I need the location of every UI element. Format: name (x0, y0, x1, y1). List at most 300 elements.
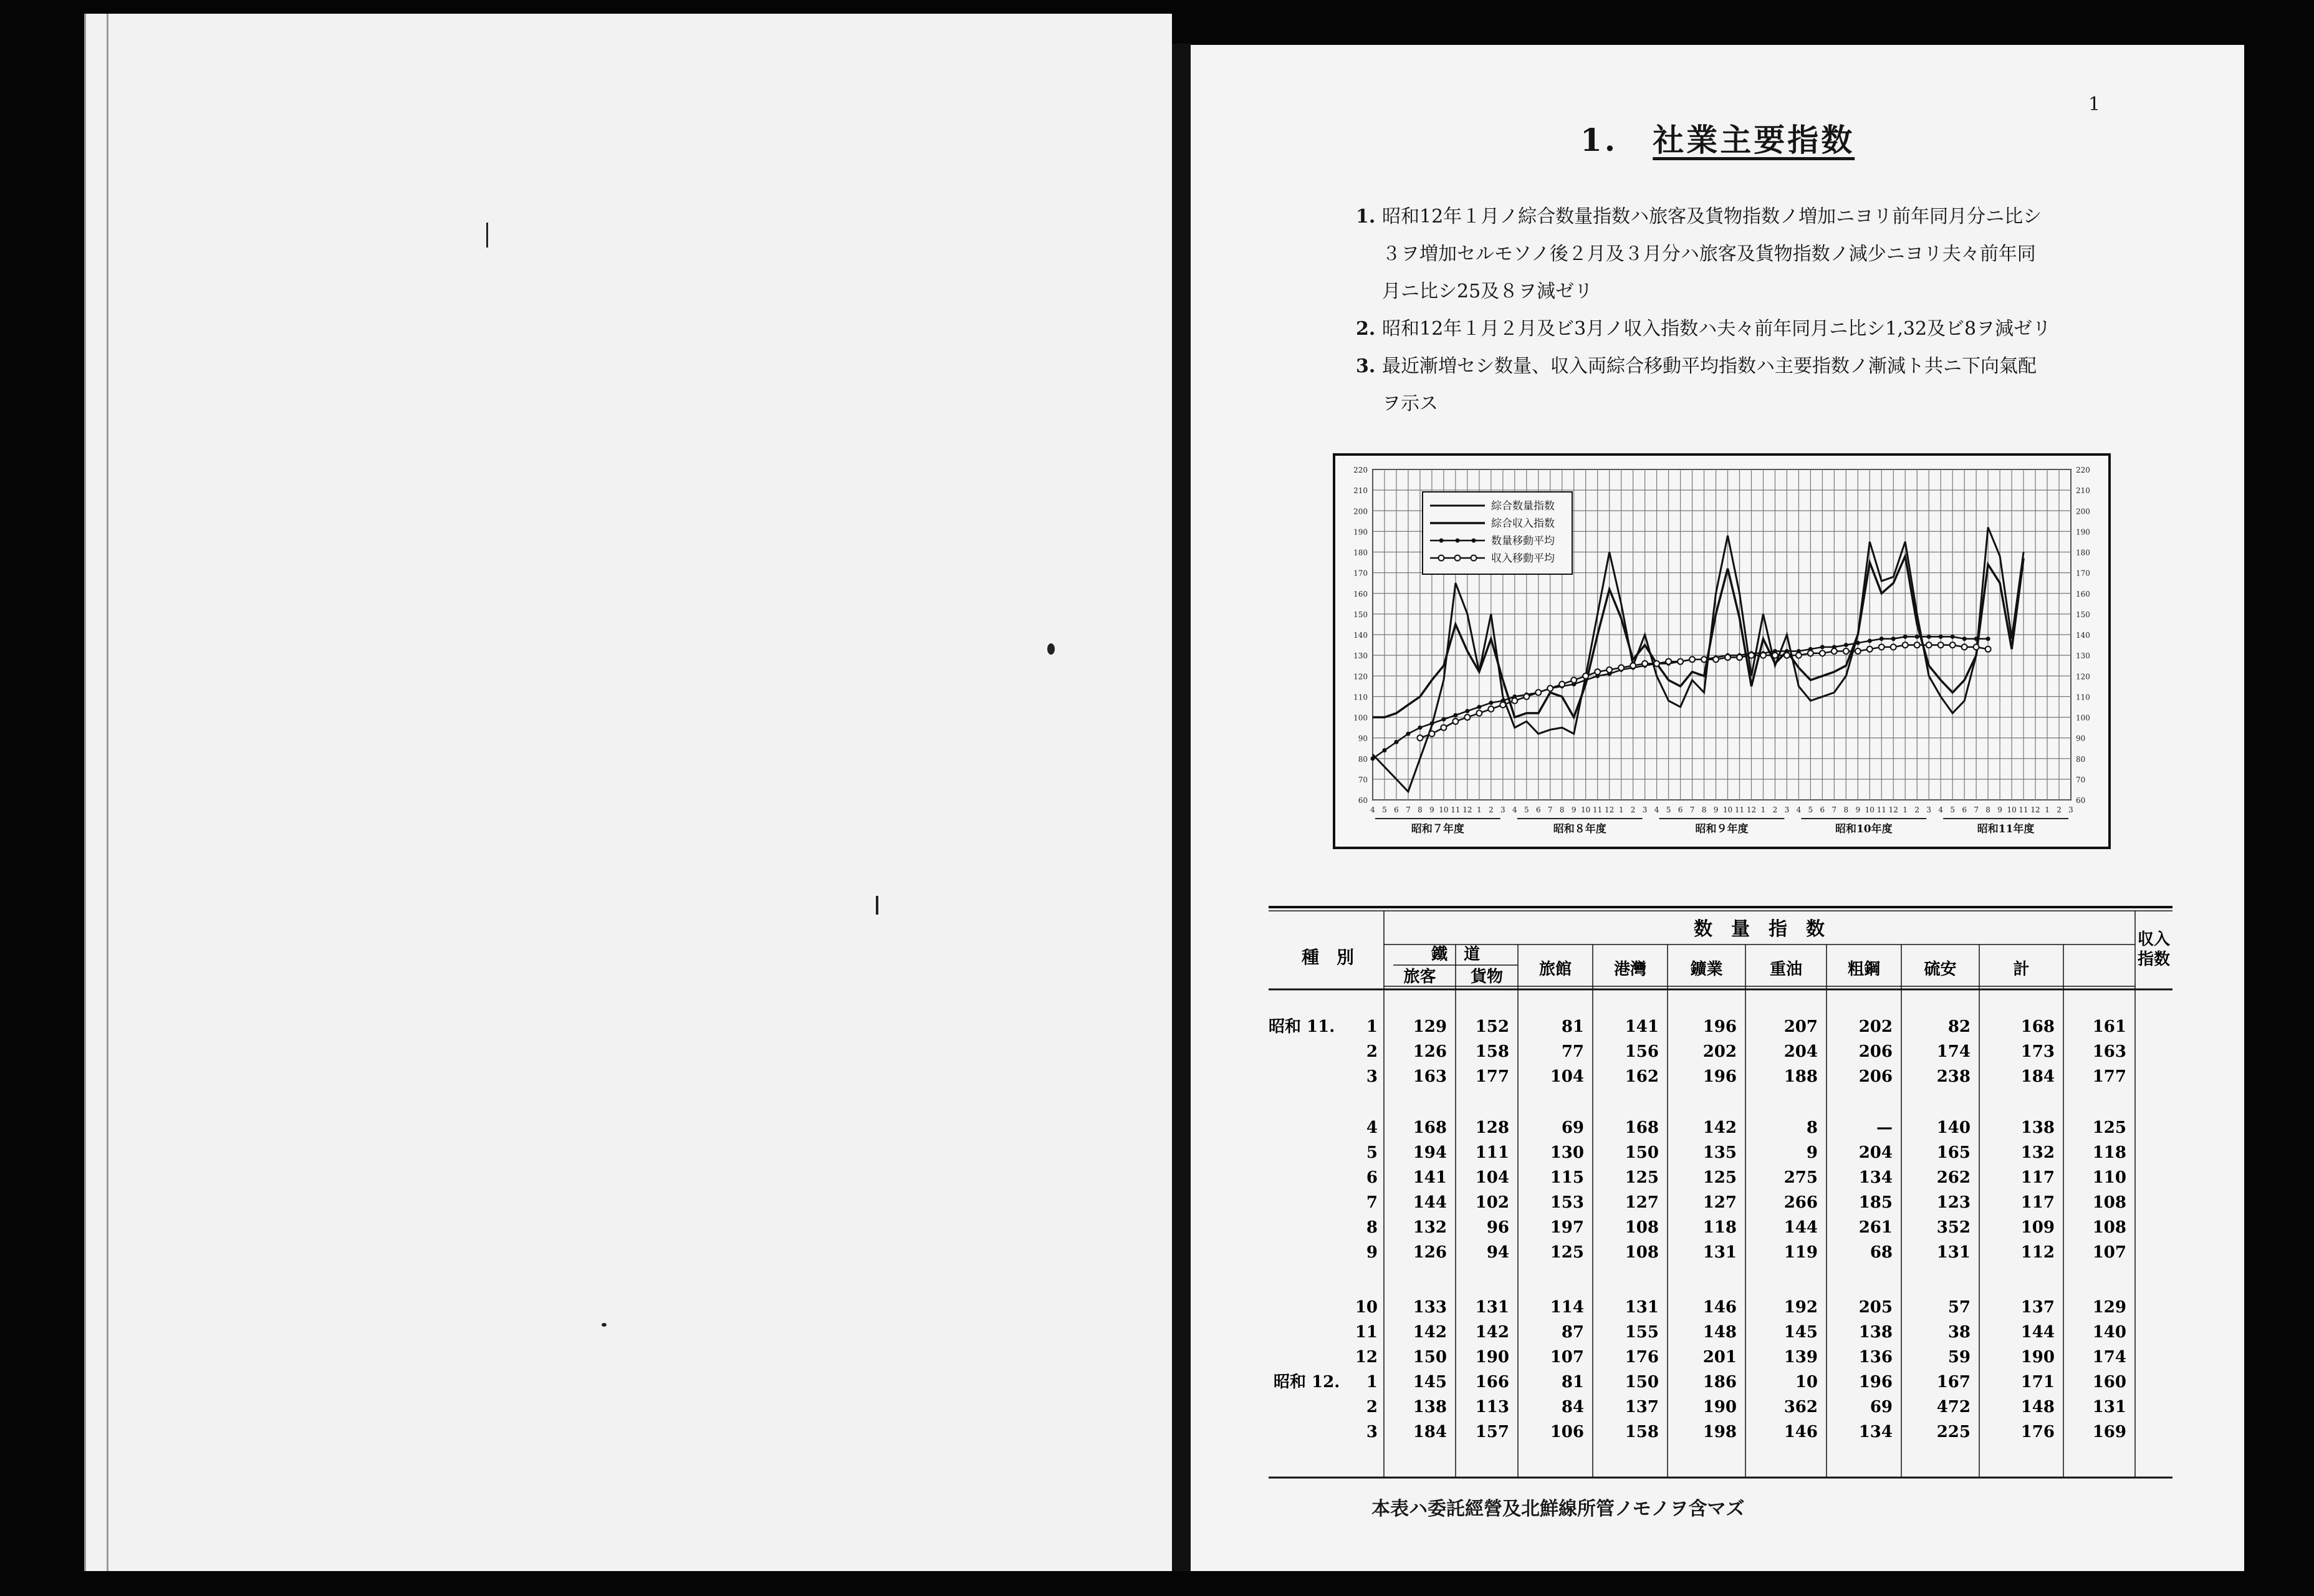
left-blank-page (84, 14, 1172, 1571)
row-month-label: 11 (1355, 1323, 1378, 1342)
note-item (1356, 310, 2085, 348)
series-point (1915, 635, 1919, 639)
x-tick-label: 9 (1429, 805, 1434, 814)
railway-group-label: 鐵 道 (1431, 945, 1481, 964)
table-canvas (1269, 901, 2172, 1481)
y-tick-label-left: 70 (1358, 775, 1368, 784)
series-point (1986, 637, 1990, 641)
x-tick-label: 6 (1962, 805, 1967, 814)
table-cell: 225 (1936, 1423, 1971, 1441)
series-point (1429, 731, 1434, 737)
table-cell: 123 (1936, 1193, 1971, 1212)
series-point (1713, 656, 1719, 662)
series-point (1939, 635, 1943, 639)
table-cell: 138 (1413, 1398, 1447, 1416)
row-month-label: 6 (1366, 1168, 1378, 1187)
table-cell: 139 (1784, 1348, 1818, 1367)
legend-label: 綜合収入指数 (1491, 517, 1555, 530)
table-cell: 156 (1625, 1042, 1659, 1061)
series-point (1820, 645, 1825, 649)
row-month-label: 3 (1366, 1067, 1378, 1086)
column-header: 硫安 (1924, 960, 1957, 979)
y-tick-label-right: 120 (2076, 672, 2090, 681)
x-tick-label: 7 (1406, 805, 1411, 814)
table-cell: 131 (1702, 1243, 1737, 1262)
x-tick-label: 7 (1689, 805, 1695, 814)
x-tick-label: 5 (1666, 805, 1671, 814)
legend-label: 綜合数量指数 (1491, 500, 1555, 512)
income-header-line: 指数 (2137, 950, 2171, 969)
table-cell: 206 (1858, 1042, 1893, 1061)
table-cell: 207 (1784, 1017, 1818, 1036)
x-tick-label: 7 (1974, 805, 1979, 814)
x-tick-label: 12 (1746, 805, 1757, 814)
y-tick-label-right: 160 (2076, 589, 2090, 598)
x-tick-label: 10 (2007, 805, 2017, 814)
table-cell: 142 (1413, 1323, 1447, 1342)
x-tick-label: 2 (1489, 805, 1494, 814)
row-month-label: 12 (1355, 1348, 1378, 1367)
column-header: 計 (2013, 960, 2030, 979)
y-tick-label-right: 90 (2076, 734, 2086, 743)
y-tick-label-left: 60 (1358, 796, 1368, 805)
table-cell: 202 (1858, 1017, 1893, 1036)
table-cell: 130 (1550, 1143, 1584, 1162)
series-point (1512, 698, 1517, 704)
y-tick-label-left: 100 (1353, 713, 1368, 723)
legend-marker (1472, 539, 1476, 543)
column-header: 重油 (1769, 960, 1803, 979)
table-cell: 125 (1550, 1243, 1584, 1262)
table-cell: 148 (1702, 1323, 1737, 1342)
table-cell: 94 (1486, 1243, 1509, 1262)
column-header: 粗鋼 (1847, 960, 1881, 979)
y-tick-label-right: 80 (2076, 754, 2086, 764)
y-tick-label-right: 150 (2076, 610, 2090, 619)
column-header: 港灣 (1613, 960, 1647, 979)
x-tick-label: 8 (1843, 805, 1849, 814)
row-month-label: 2 (1366, 1042, 1378, 1061)
table-cell: 131 (1936, 1243, 1971, 1262)
x-tick-label: 6 (1394, 805, 1399, 814)
table-cell: 113 (1475, 1398, 1509, 1416)
x-tick-label: 9 (1713, 805, 1719, 814)
table-cell: 108 (2092, 1218, 2126, 1237)
table-cell: 153 (1550, 1193, 1584, 1212)
series-point (1903, 642, 1908, 648)
row-month-label: 3 (1366, 1423, 1378, 1441)
series-point (1962, 644, 1967, 650)
table-cell: 150 (1625, 1143, 1659, 1162)
x-tick-label: 2 (2057, 805, 2062, 814)
series-point (1618, 665, 1624, 671)
series-point (1583, 673, 1588, 679)
series-point (1689, 656, 1695, 662)
table-cell: 117 (2020, 1193, 2055, 1212)
y-tick-label-right: 170 (2076, 569, 2090, 578)
note-line: 昭和12年１月２月及ビ3月ノ収入指数ハ夫々前年同月ニ比シ1,32及ビ8ヲ減ゼリ (1382, 318, 2052, 340)
series-point (1464, 714, 1470, 720)
section-number: 1. (1580, 122, 1618, 158)
series-point (1903, 635, 1908, 639)
series-point (1453, 713, 1457, 718)
table-cell: 127 (1625, 1193, 1659, 1212)
index-table (1269, 901, 2172, 1481)
x-tick-label: 11 (1451, 805, 1461, 814)
x-tick-label: 9 (1571, 805, 1577, 814)
table-cell: 197 (1550, 1218, 1584, 1237)
table-cell: 144 (1413, 1193, 1447, 1212)
note-item (1356, 198, 2085, 310)
series-point (1796, 653, 1802, 658)
y-tick-label-right: 100 (2076, 713, 2090, 723)
table-cell: 158 (1625, 1423, 1659, 1441)
series-point (1962, 637, 1967, 641)
x-tick-label: 3 (1784, 805, 1790, 814)
table-footnote: 本表ハ委託經營及北鮮線所管ノモノヲ含マズ (1371, 1498, 1745, 1520)
table-cell: 115 (1550, 1168, 1584, 1187)
x-tick-label: 9 (1855, 805, 1861, 814)
series-point (1951, 635, 1955, 639)
x-tick-label: 12 (2030, 805, 2040, 814)
series-point (1547, 686, 1553, 691)
x-tick-label: 4 (1938, 805, 1944, 814)
table-cell: 138 (2020, 1118, 2055, 1137)
table-cell: 82 (1947, 1017, 1971, 1036)
series-point (1441, 717, 1446, 721)
x-tick-label: 7 (1547, 805, 1553, 814)
table-cell: 129 (1413, 1017, 1447, 1036)
table-cell: 118 (1702, 1218, 1737, 1237)
table-cell: 138 (1858, 1323, 1893, 1342)
series-point (1974, 644, 1979, 650)
series-point (1914, 642, 1920, 648)
table-cell: 81 (1561, 1373, 1584, 1392)
fiscal-year-label: 昭和８年度 (1553, 823, 1606, 835)
series-point (1488, 706, 1494, 712)
table-cell: 77 (1561, 1042, 1584, 1061)
table-cell: 155 (1625, 1323, 1659, 1342)
table-cell: 168 (2020, 1017, 2055, 1036)
fiscal-year-label: 昭和９年度 (1695, 823, 1749, 835)
table-cell: 135 (1702, 1143, 1737, 1162)
series-point (1938, 642, 1944, 648)
series-point (1371, 756, 1375, 761)
table-cell: 144 (1784, 1218, 1818, 1237)
table-cell: 109 (2020, 1218, 2055, 1237)
table-cell: 190 (1475, 1348, 1509, 1367)
series-point (1737, 655, 1742, 660)
table-cell: 131 (2092, 1398, 2126, 1416)
table-cell: 204 (1858, 1143, 1893, 1162)
table-cell: 57 (1947, 1298, 1971, 1317)
row-month-label: 1 (1366, 1373, 1378, 1392)
fiscal-year-label: 昭和11年度 (1977, 823, 2035, 835)
x-tick-label: 10 (1439, 805, 1449, 814)
series-point (1725, 655, 1731, 660)
table-cell: 132 (2020, 1143, 2055, 1162)
y-tick-label-left: 140 (1353, 631, 1368, 640)
x-tick-label: 5 (1524, 805, 1529, 814)
x-tick-label: 4 (1654, 805, 1659, 814)
table-cell: 8 (1806, 1118, 1818, 1137)
series-point (1500, 702, 1505, 708)
x-tick-label: 8 (1701, 805, 1707, 814)
row-month-label: 5 (1366, 1143, 1378, 1162)
table-cell: 184 (2020, 1067, 2055, 1086)
series-point (1855, 648, 1861, 654)
table-cell: 238 (1936, 1067, 1971, 1086)
table-cell: 104 (1475, 1168, 1509, 1187)
table-cell: 163 (1413, 1067, 1447, 1086)
table-cell: 201 (1702, 1348, 1737, 1367)
y-tick-label-right: 130 (2076, 651, 2090, 661)
x-tick-label: 3 (2068, 805, 2073, 814)
y-tick-label-left: 160 (1353, 589, 1368, 598)
table-cell: 127 (1702, 1193, 1737, 1212)
series-point (1701, 656, 1707, 662)
page-edge-line (84, 14, 86, 1571)
table-cell: 137 (2020, 1298, 2055, 1317)
series-point (1760, 653, 1766, 658)
series-point (1477, 704, 1481, 709)
series-point (1844, 643, 1848, 647)
table-cell: 174 (1936, 1042, 1971, 1061)
x-tick-label: 5 (1808, 805, 1813, 814)
table-cell: 141 (1413, 1168, 1447, 1187)
table-cell: 190 (1702, 1398, 1737, 1416)
table-cell: 145 (1413, 1373, 1447, 1392)
table-cell: 136 (1858, 1348, 1893, 1367)
x-tick-label: 2 (1772, 805, 1778, 814)
x-tick-label: 7 (1832, 805, 1837, 814)
table-cell: 114 (1550, 1298, 1584, 1317)
table-cell: 196 (1702, 1067, 1737, 1086)
table-cell: 108 (1625, 1243, 1659, 1262)
series-point (1843, 648, 1849, 654)
table-cell: 162 (1625, 1067, 1659, 1086)
table-cell: 96 (1486, 1218, 1509, 1237)
table-cell: 87 (1561, 1323, 1584, 1342)
y-tick-label-left: 90 (1358, 734, 1368, 743)
table-cell: 104 (1550, 1067, 1584, 1086)
y-tick-label-left: 190 (1353, 527, 1368, 537)
table-cell: 118 (2092, 1143, 2126, 1162)
legend-marker (1439, 555, 1444, 561)
table-cell: 184 (1413, 1423, 1447, 1441)
series-point (1868, 638, 1872, 643)
y-tick-label-right: 60 (2076, 796, 2086, 805)
table-cell: 194 (1413, 1143, 1447, 1162)
legend-marker (1471, 555, 1477, 561)
series-point (1879, 644, 1884, 650)
table-cell: 108 (1625, 1218, 1659, 1237)
series-point (1654, 661, 1659, 666)
y-tick-label-left: 170 (1353, 569, 1368, 578)
table-cell: 177 (2092, 1067, 2126, 1086)
page-number: 1 (2088, 94, 2101, 115)
x-tick-label: 9 (1997, 805, 2002, 814)
series-point (1606, 667, 1612, 673)
table-cell: 166 (1475, 1373, 1509, 1392)
legend-marker (1439, 539, 1444, 543)
table-cell: 125 (1702, 1168, 1737, 1187)
x-tick-label: 11 (1593, 805, 1603, 814)
y-tick-label-right: 110 (2076, 693, 2090, 702)
table-cell: 148 (2020, 1398, 2055, 1416)
series-point (1856, 641, 1860, 645)
table-cell: 275 (1784, 1168, 1818, 1187)
y-tick-label-left: 80 (1358, 754, 1368, 764)
y-tick-label-right: 70 (2076, 775, 2086, 784)
chart-canvas (1335, 456, 2108, 847)
note-line: ３ヲ増加セルモソノ後２月及３月分ハ旅客及貨物指数ノ減少ニヨリ夫々前年同 (1382, 243, 2036, 265)
table-cell: 68 (1870, 1243, 1893, 1262)
x-tick-label: 1 (1477, 805, 1482, 814)
table-cell: 131 (1475, 1298, 1509, 1317)
series-point (1891, 644, 1896, 650)
series-point (1772, 653, 1778, 658)
table-cell: 262 (1936, 1168, 1971, 1187)
x-tick-label: 2 (1630, 805, 1636, 814)
x-tick-label: 11 (1734, 805, 1745, 814)
table-cell: 108 (2092, 1193, 2126, 1212)
series-point (1630, 663, 1636, 668)
table-cell: 141 (1625, 1017, 1659, 1036)
x-tick-label: 1 (1618, 805, 1624, 814)
x-tick-label: 12 (1462, 805, 1472, 814)
table-cell: 362 (1784, 1398, 1818, 1416)
x-tick-label: 1 (2045, 805, 2050, 814)
table-cell: 163 (2092, 1042, 2126, 1061)
table-cell: 125 (2092, 1118, 2126, 1137)
note-line: ヲ示ス (1382, 393, 1438, 415)
table-cell: 134 (1858, 1168, 1893, 1187)
table-cell: 186 (1702, 1373, 1737, 1392)
table-cell: 185 (1858, 1193, 1893, 1212)
note-line: 月ニ比シ25及８ヲ減ゼリ (1382, 281, 1593, 302)
series-point (1535, 690, 1541, 695)
x-tick-label: 3 (1926, 805, 1932, 814)
x-tick-label: 6 (1535, 805, 1541, 814)
table-cell: 107 (1550, 1348, 1584, 1367)
table-cell: 171 (2020, 1373, 2055, 1392)
notes-list (1356, 198, 2085, 423)
series-point (1832, 648, 1837, 654)
series-point (1441, 725, 1446, 731)
table-cell: 129 (2092, 1298, 2126, 1317)
scan-speck (486, 223, 488, 248)
table-cell: 205 (1858, 1298, 1893, 1317)
table-cell: 126 (1413, 1243, 1447, 1262)
table-cell: 110 (2092, 1168, 2126, 1187)
x-tick-label: 4 (1370, 805, 1375, 814)
table-cell: 84 (1561, 1398, 1584, 1416)
series-point (1524, 694, 1529, 699)
column-header: 旅客 (1403, 968, 1436, 986)
table-cell: 352 (1936, 1218, 1971, 1237)
table-cell: 146 (1702, 1298, 1737, 1317)
x-tick-label: 4 (1512, 805, 1517, 814)
table-cell: 69 (1870, 1398, 1893, 1416)
section-title (1580, 115, 1855, 160)
series-point (1394, 740, 1398, 744)
row-year-label: 昭和 11. (1269, 1017, 1335, 1036)
table-cell: 9 (1806, 1143, 1818, 1162)
table-cell: 144 (2020, 1323, 2055, 1342)
note-line: 最近漸増セシ数量、収入両綜合移動平均指数ハ主要指数ノ漸減ト共ニ下向氣配 (1382, 355, 2037, 377)
y-tick-label-right: 220 (2076, 466, 2090, 474)
table-cell: 168 (1625, 1118, 1659, 1137)
series-point (1559, 681, 1565, 687)
index-line-chart (1333, 453, 2111, 849)
table-cell: 126 (1413, 1042, 1447, 1061)
x-tick-label: 1 (1760, 805, 1766, 814)
table-cell: 160 (2092, 1373, 2126, 1392)
column-header: 貨物 (1470, 968, 1504, 986)
x-tick-label: 3 (1500, 805, 1505, 814)
table-cell: 133 (1413, 1298, 1447, 1317)
x-tick-label: 3 (1642, 805, 1648, 814)
legend-label: 数量移動平均 (1491, 535, 1555, 547)
x-tick-label: 8 (1418, 805, 1423, 814)
table-cell: 152 (1475, 1017, 1509, 1036)
table-cell: 196 (1702, 1017, 1737, 1036)
y-tick-label-left: 150 (1353, 610, 1368, 619)
series-point (1891, 637, 1896, 641)
table-cell: 142 (1475, 1323, 1509, 1342)
table-cell: 206 (1858, 1067, 1893, 1086)
series-point (1808, 650, 1813, 656)
table-cell: 190 (2020, 1348, 2055, 1367)
note-number: 1. (1356, 206, 1376, 228)
series-point (1429, 721, 1434, 726)
y-tick-label-right: 210 (2076, 486, 2090, 496)
series-point (1784, 653, 1790, 658)
y-tick-label-left: 120 (1353, 672, 1368, 681)
row-month-label: 9 (1366, 1243, 1378, 1262)
table-cell: 165 (1936, 1143, 1971, 1162)
scan-speck (1047, 643, 1055, 655)
series-point (1867, 647, 1873, 652)
table-cell: 174 (2092, 1348, 2126, 1367)
table-cell: 137 (1625, 1398, 1659, 1416)
table-cell: 69 (1561, 1118, 1584, 1137)
column-header: 旅館 (1539, 960, 1572, 979)
table-cell: 146 (1784, 1423, 1818, 1441)
x-tick-label: 1 (1903, 805, 1908, 814)
note-number: 2. (1356, 318, 1376, 340)
table-cell: 81 (1561, 1017, 1584, 1036)
row-month-label: 7 (1366, 1193, 1378, 1212)
table-cell: 261 (1858, 1218, 1893, 1237)
series-point (1406, 732, 1410, 736)
row-month-label: 8 (1366, 1218, 1378, 1237)
row-month-label: 2 (1366, 1398, 1378, 1416)
table-cell: 196 (1858, 1373, 1893, 1392)
table-cell: — (1876, 1118, 1893, 1137)
series-point (1820, 650, 1825, 656)
page-edge-line (107, 14, 108, 1571)
table-cell: 173 (2020, 1042, 2055, 1061)
legend-marker (1455, 555, 1461, 561)
y-tick-label-right: 140 (2076, 631, 2090, 640)
table-cell: 112 (2020, 1243, 2055, 1262)
series-point (1571, 677, 1577, 683)
note-item (1356, 348, 2085, 423)
table-cell: 10 (1795, 1373, 1818, 1392)
table-cell: 204 (1784, 1042, 1818, 1061)
